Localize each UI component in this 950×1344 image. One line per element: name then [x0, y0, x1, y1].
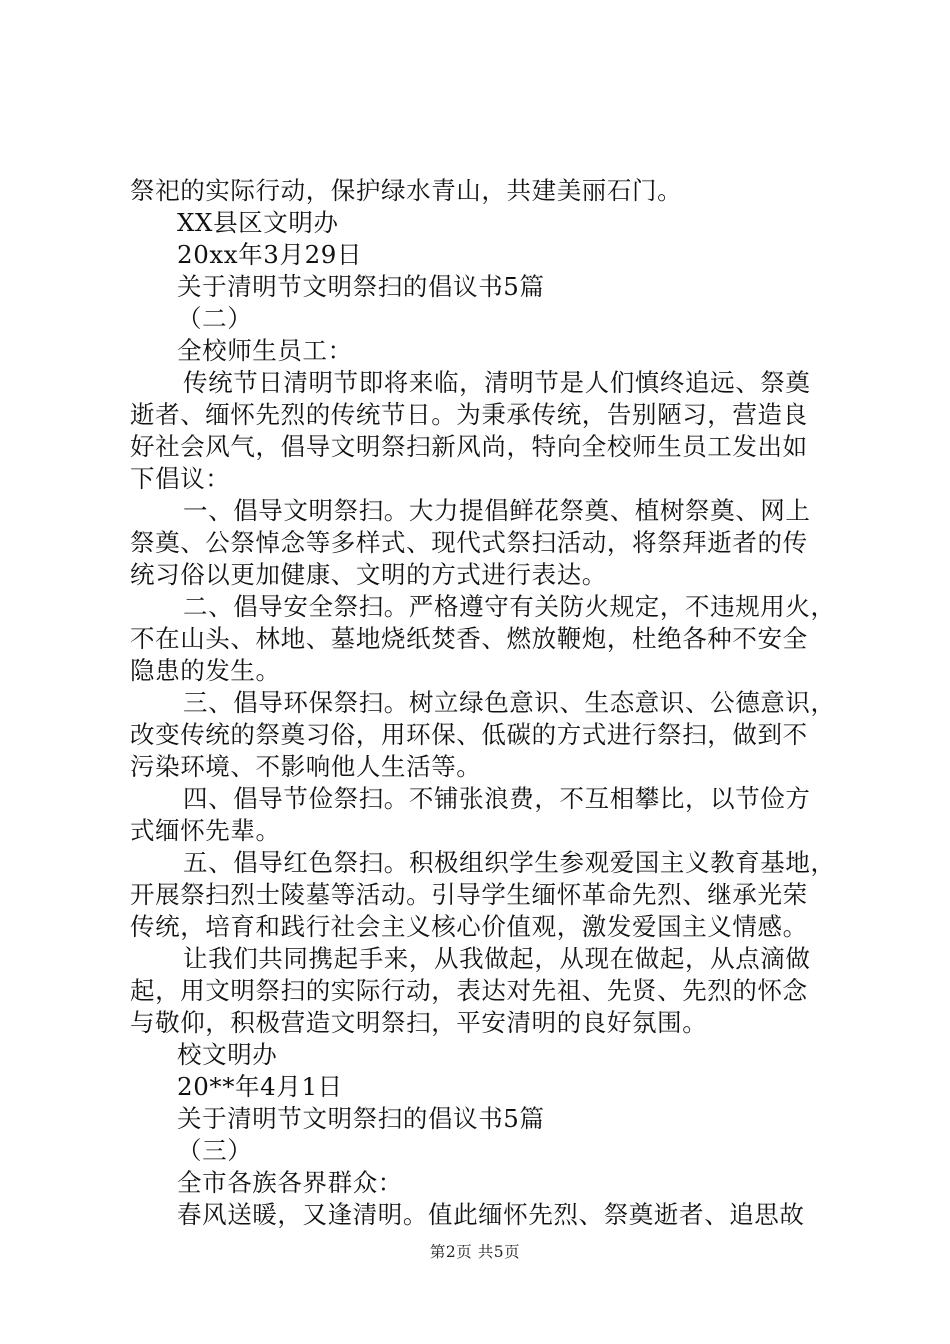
text-line: 改变传统的祭奠习俗，用环保、低碳的方式进行祭扫，做到不 — [130, 720, 808, 749]
text-line: 式缅怀先辈。 — [130, 816, 281, 845]
text-line: 春风送暖，又逢清明。值此缅怀先烈、祭奠逝者、追思故 — [177, 1200, 805, 1229]
text-line: 让我们共同携起手来，从我做起，从现在做起，从点滴做 — [183, 944, 811, 973]
text-line: 祭祀的实际行动，保护绿水青山，共建美丽石门。 — [130, 176, 683, 205]
text-line: 不在山头、林地、墓地烧纸焚香、燃放鞭炮，杜绝各种不安全 — [130, 624, 808, 653]
text-line: 逝者、缅怀先烈的传统节日。为秉承传统，告别陋习，营造良 — [130, 400, 808, 429]
text-line: 隐患的发生。 — [130, 656, 281, 685]
page-number-footer: 第2页 共5页 — [429, 1243, 521, 1261]
text-line: 与敬仰，积极营造文明祭扫，平安清明的良好氛围。 — [130, 1008, 708, 1037]
text-line: 四、倡导节俭祭扫。不铺张浪费，不互相攀比，以节俭方 — [183, 784, 811, 813]
text-line: 关于清明节文明祭扫的倡议书5篇 — [177, 1104, 545, 1133]
text-line: XX县区文明办 — [177, 208, 339, 237]
text-line: 一、倡导文明祭扫。大力提倡鲜花祭奠、植树祭奠、网上 — [183, 496, 811, 525]
text-line: 传统节日清明节即将来临，清明节是人们慎终追远、祭奠 — [183, 368, 811, 397]
text-line: 全市各族各界群众： — [177, 1168, 403, 1197]
text-line: 关于清明节文明祭扫的倡议书5篇 — [177, 272, 545, 301]
text-line: 下倡议： — [130, 464, 231, 493]
text-line: 开展祭扫烈士陵墓等活动。引导学生缅怀革命先烈、继承光荣 — [130, 880, 808, 909]
text-line: 五、倡导红色祭扫。积极组织学生参观爱国主义教育基地， — [183, 848, 836, 877]
text-line: 祭奠、公祭悼念等多样式、现代式祭扫活动，将祭拜逝者的传 — [130, 528, 808, 557]
text-line: 20**年4月1日 — [177, 1072, 343, 1101]
text-line: 污染环境、不影响他人生活等。 — [130, 752, 482, 781]
text-line: 三、倡导环保祭扫。树立绿色意识、生态意识、公德意识， — [183, 688, 836, 717]
text-line: 统习俗以更加健康、文明的方式进行表达。 — [130, 560, 607, 589]
text-line: （三） — [177, 1136, 253, 1165]
text-line: 二、倡导安全祭扫。严格遵守有关防火规定，不违规用火， — [183, 592, 836, 621]
text-line: （二） — [177, 304, 253, 333]
text-line: 全校师生员工： — [177, 336, 353, 365]
text-line: 传统，培育和践行社会主义核心价值观，激发爱国主义情感。 — [130, 912, 808, 941]
text-line: 起，用文明祭扫的实际行动，表达对先祖、先贤、先烈的怀念 — [130, 976, 808, 1005]
text-line: 好社会风气，倡导文明祭扫新风尚，特向全校师生员工发出如 — [130, 432, 808, 461]
text-line: 20xx年3月29日 — [177, 240, 363, 269]
text-line: 校文明办 — [177, 1040, 278, 1069]
